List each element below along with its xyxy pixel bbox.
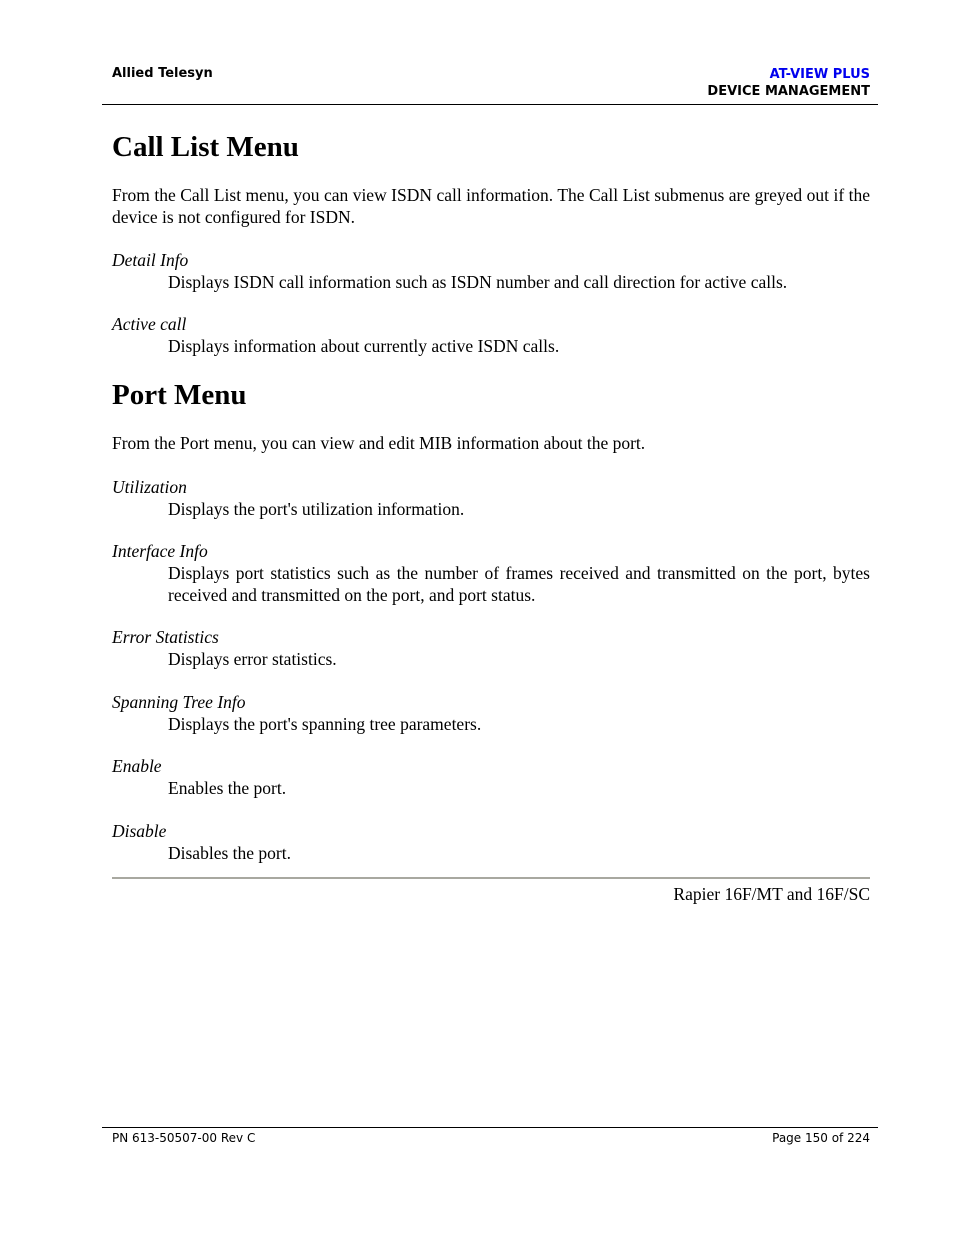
caption-divider xyxy=(112,877,870,879)
definition-item xyxy=(112,476,870,520)
port-intro: From the Port menu, you can view and edit MIB information about the port. xyxy=(112,433,646,453)
header-product: AT-VIEW PLUS xyxy=(769,67,870,82)
definition-item xyxy=(112,313,870,357)
definition-term: Active call xyxy=(112,314,187,334)
footer-divider xyxy=(102,1127,878,1128)
header-company: Allied Telesyn xyxy=(112,66,213,81)
call-list-intro: From the Call List menu, you can view ISDN call information. The Call List submenus are greyed out if the device is not configured for ISDN. xyxy=(112,185,870,227)
definition-item xyxy=(112,249,870,293)
definition-term: Utilization xyxy=(112,477,187,497)
definition-term: Enable xyxy=(112,756,162,776)
definition-item xyxy=(112,820,870,864)
definition-item xyxy=(112,540,870,606)
definition-description: Enables the port. xyxy=(168,778,287,798)
call-list-heading: Call List Menu xyxy=(112,131,299,163)
definition-description: Displays port statistics such as the number of frames received and transmitted on the port, bytes received and transmitted on the port, and port status. xyxy=(168,563,870,605)
definition-item xyxy=(112,755,870,799)
definition-description: Disables the port. xyxy=(168,843,291,863)
header-section: DEVICE MANAGEMENT xyxy=(707,84,870,99)
definition-description: Displays the port's spanning tree parameters. xyxy=(168,714,482,734)
definition-term: Spanning Tree Info xyxy=(112,692,246,712)
header-divider xyxy=(102,104,878,105)
definition-description: Displays information about currently active ISDN calls. xyxy=(168,336,560,356)
definition-term: Interface Info xyxy=(112,541,208,561)
definition-description: Displays the port's utilization information. xyxy=(168,499,465,519)
footer-part-number: PN 613-50507-00 Rev C xyxy=(112,1131,256,1145)
definition-term: Detail Info xyxy=(112,250,189,270)
definition-description: Displays error statistics. xyxy=(168,649,337,669)
definition-description: Displays ISDN call information such as ISDN number and call direction for active calls. xyxy=(168,272,788,292)
call-list-section xyxy=(112,184,870,228)
product-caption: Rapier 16F/MT and 16F/SC xyxy=(673,884,870,904)
definition-item xyxy=(112,626,870,670)
definition-item xyxy=(112,691,870,735)
definition-term: Error Statistics xyxy=(112,627,219,647)
definition-term: Disable xyxy=(112,821,167,841)
header-title-block xyxy=(707,66,870,100)
port-section xyxy=(112,432,870,454)
footer-page-number: Page 150 of 224 xyxy=(772,1131,870,1145)
port-menu-heading: Port Menu xyxy=(112,379,247,411)
